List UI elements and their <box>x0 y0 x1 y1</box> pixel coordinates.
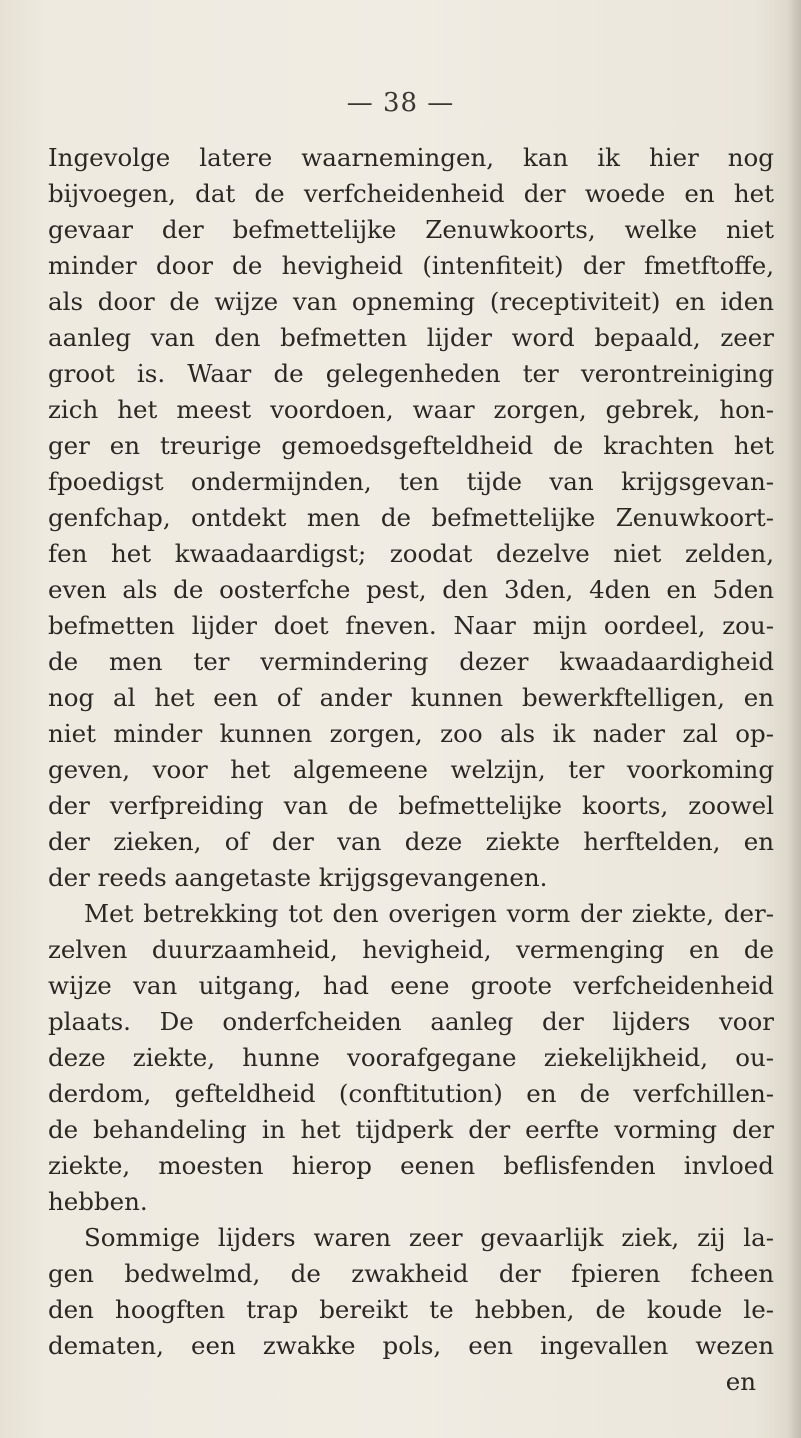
text-line: nog al het een of ander kunnen bewerkftelligen, en <box>48 683 774 712</box>
text-line: genfchap, ontdekt men de befmettelijke Zenuwkoort- <box>48 503 774 532</box>
text-line: aanleg van den befmetten lijder word bepaald, zeer <box>48 323 774 352</box>
text-line: zelven duurzaamheid, hevigheid, vermenging en de <box>48 935 774 964</box>
text-line: dematen, een zwakke pols, een ingevallen wezen <box>48 1331 774 1360</box>
text-line: de behandeling in het tijdperk der eerfte vorming der <box>48 1115 774 1144</box>
text-line: befmetten lijder doet fneven. Naar mijn oordeel, zou- <box>48 611 774 640</box>
text-line: hebben. <box>48 1187 148 1216</box>
page-edge-shadow <box>787 0 801 1438</box>
text-line: minder door de hevigheid (intenfiteit) der fmetftoffe, <box>48 251 774 280</box>
text-line: als door de wijze van opneming (receptiviteit) en iden <box>48 287 774 316</box>
text-line: Ingevolge latere waarnemingen, kan ik hier nog <box>48 143 774 172</box>
text-line: geven, voor het algemeene welzijn, ter voorkoming <box>48 755 774 784</box>
text-line: gevaar der befmettelijke Zenuwkoorts, welke niet <box>48 215 774 244</box>
catchword: en <box>725 1367 756 1396</box>
text-line: ziekte, moesten hierop eenen beflisfenden invloed <box>48 1151 774 1180</box>
page-number: — 38 — <box>346 88 455 118</box>
text-line: niet minder kunnen zorgen, zoo als ik nader zal op- <box>48 719 774 748</box>
text-line: zich het meest voordoen, waar zorgen, gebrek, hon- <box>48 395 774 424</box>
text-line: der zieken, of der van deze ziekte herftelden, en <box>48 827 774 856</box>
text-line: fpoedigst ondermijnden, ten tijde van krijgsgevan- <box>48 467 774 496</box>
text-line: derdom, gefteldheid (conftitution) en de verfchillen- <box>48 1079 774 1108</box>
text-line: Met betrekking tot den overigen vorm der ziekte, der- <box>84 899 774 928</box>
body-text <box>48 140 774 1400</box>
text-line: even als de oosterfche pest, den 3den, 4den en 5den <box>48 575 774 604</box>
text-line: wijze van uitgang, had eene groote verfcheidenheid <box>48 971 774 1000</box>
text-line: de men ter vermindering dezer kwaadaardigheid <box>48 647 774 676</box>
text-line: gen bedwelmd, de zwakheid der fpieren fcheen <box>48 1259 774 1288</box>
text-line: bijvoegen, dat de verfcheidenheid der woede en het <box>48 179 774 208</box>
text-line: der verfpreiding van de befmettelijke koorts, zoowel <box>48 791 774 820</box>
text-line: fen het kwaadaardigst; zoodat dezelve niet zelden, <box>48 539 774 568</box>
text-line: deze ziekte, hunne voorafgegane ziekelijkheid, ou- <box>48 1043 774 1072</box>
text-line: der reeds aangetaste krijgsgevangenen. <box>48 863 548 892</box>
text-line: groot is. Waar de gelegenheden ter verontreiniging <box>48 359 774 388</box>
text-line: den hoogften trap bereikt te hebben, de koude le- <box>48 1295 774 1324</box>
text-line: ger en treurige gemoedsgefteldheid de krachten het <box>48 431 774 460</box>
text-line: plaats. De onderfcheiden aanleg der lijders voor <box>48 1007 774 1036</box>
text-line: Sommige lijders waren zeer gevaarlijk ziek, zij la- <box>84 1223 774 1252</box>
